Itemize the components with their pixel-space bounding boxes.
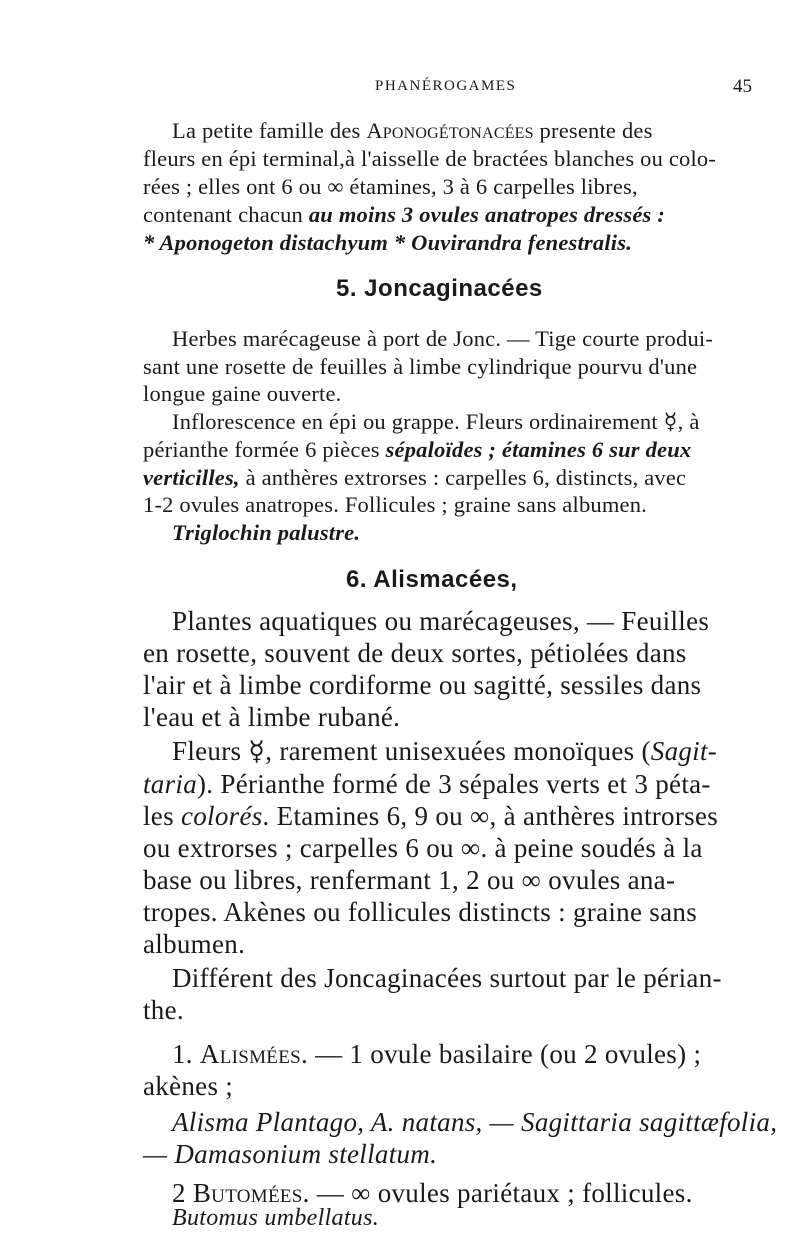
- joncaginacees-line-7: 1-2 ovules anatropes. Follicules ; graine sans albumen.: [143, 492, 648, 517]
- butomees-species-line: Butomus umbellatus.: [172, 1205, 380, 1231]
- text-run: . — 1 ovule basilaire (ou 2 ovules) ;: [300, 1039, 702, 1069]
- alismacees-line-12: Différent des Joncaginacées surtout par le périan-: [172, 963, 722, 993]
- page-number: 45: [733, 76, 752, 97]
- text-run: ). Périanthe formé de 3 sépales verts et 3 péta-: [197, 769, 711, 799]
- text-run: presente des: [533, 118, 653, 143]
- aponogetonacees-species: * Aponogeton distachyum * Ouvirandra fenestralis.: [143, 230, 633, 255]
- text-run: 1.: [172, 1039, 200, 1069]
- aponogetonacees-line-2: fleurs en épi terminal,à l'aisselle de bractées blanches ou colo-: [143, 146, 717, 171]
- text-run: . — ∞ ovules pariétaux ; follicules.: [302, 1178, 693, 1208]
- joncaginacees-line-1: Herbes marécageuse à port de Jonc. — Tige courte produi-: [172, 326, 714, 351]
- text-run: contenant chacun: [143, 202, 309, 227]
- joncaginacees-line-3: longue gaine ouverte.: [143, 381, 342, 406]
- alismacees-line-13: the.: [143, 995, 184, 1025]
- italic-run: Sagit-: [650, 736, 718, 766]
- aponogetonacees-line-4: [143, 202, 665, 228]
- tribe-name: Alismées: [199, 1039, 301, 1069]
- alismees-species-line-2: — Damasonium stellatum.: [143, 1139, 438, 1169]
- italic-run: colorés: [180, 801, 263, 831]
- text-run: à anthères extrorses : carpelles 6, distincts, avec: [239, 465, 687, 490]
- alismacees-line-6: [143, 769, 711, 800]
- alismacees-line-4: l'eau et à limbe rubané.: [143, 702, 401, 732]
- joncaginacees-species: Triglochin palustre.: [172, 520, 361, 545]
- joncaginacees-line-2: sant une rosette de feuilles à limbe cylindrique pourvu d'une: [143, 354, 698, 379]
- text-run: La petite famille des: [172, 118, 367, 143]
- alismacees-line-11: albumen.: [143, 929, 246, 959]
- text-run: les: [143, 801, 181, 831]
- alismacees-line-10: tropes. Akènes ou follicules distincts : graine sans: [143, 897, 698, 927]
- tribe-name: Butomées: [192, 1178, 303, 1208]
- alismees-fruit-line: akènes ;: [143, 1071, 234, 1101]
- running-head: [0, 78, 800, 102]
- joncaginacees-line-5: [143, 437, 691, 463]
- text-run: Fleurs ☿, rarement unisexuées monoïques (: [172, 736, 651, 766]
- italic-run: au moins 3 ovules anatropes dressés :: [308, 202, 666, 227]
- alismacees-line-1: Plantes aquatiques ou marécageuses, — Feuilles: [172, 606, 710, 636]
- running-title: PHANÉROGAMES: [375, 78, 517, 94]
- aponogetonacees-line-3: rées ; elles ont 6 ou ∞ étamines, 3 à 6 carpelles libres,: [143, 174, 638, 199]
- family-name: Aponogétonacées: [366, 118, 534, 143]
- alismacees-line-3: l'air et à limbe cordiforme ou sagitté, sessiles dans: [143, 670, 702, 700]
- alismacees-line-5: [172, 736, 717, 767]
- alismacees-line-9: base ou libres, renfermant 1, 2 ou ∞ ovules ana-: [143, 865, 676, 895]
- alismees-tribe-line: [172, 1039, 701, 1070]
- text-run: périanthe formée 6 pièces: [143, 437, 386, 462]
- section-heading-joncaginacees: 5. Joncaginacées: [336, 275, 543, 302]
- alismacees-line-8: ou extrorses ; carpelles 6 ou ∞. à peine soudés à la: [143, 833, 703, 863]
- joncaginacees-line-4: Inflorescence en épi ou grappe. Fleurs ordinairement ☿, à: [172, 409, 700, 434]
- alismacees-line-7: [143, 801, 718, 832]
- joncaginacees-line-6: [143, 465, 686, 491]
- text-run: 2: [172, 1178, 193, 1208]
- alismees-species-line-1: Alisma Plantago, A. natans, — Sagittaria sagittæfolia,: [172, 1107, 778, 1137]
- italic-run: taria: [143, 769, 198, 799]
- section-heading-alismacees: 6. Alismacées,: [346, 566, 518, 593]
- alismacees-line-2: en rosette, souvent de deux sortes, pétiolées dans: [143, 638, 687, 668]
- text-run: . Etamines 6, 9 ou ∞, à anthères introrses: [262, 801, 719, 831]
- aponogetonacees-line-1: [172, 118, 653, 144]
- italic-run: verticilles,: [143, 465, 240, 490]
- italic-run: sépaloïdes ; étamines 6 sur deux: [385, 437, 692, 462]
